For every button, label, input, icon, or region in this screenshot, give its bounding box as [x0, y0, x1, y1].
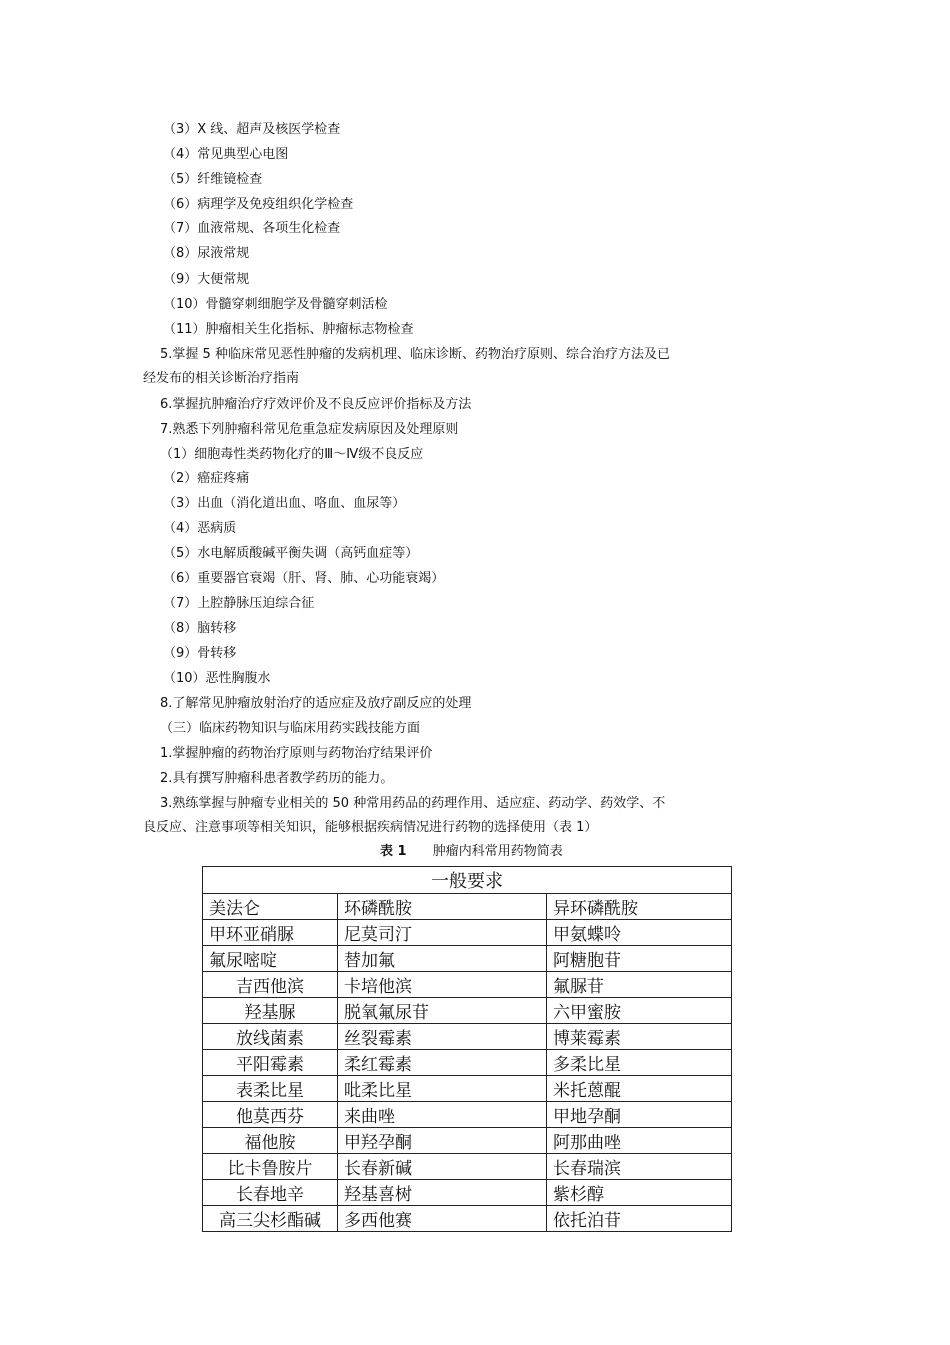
table-cell: 羟基喜树 [338, 1180, 547, 1206]
text-line: （2）癌症疼痛 [163, 471, 250, 486]
text-line: 3.熟练掌握与肿瘤专业相关的 50 种常用药品的药理作用、适应症、药动学、药效学、不 [160, 796, 666, 811]
text-line: 8.了解常见肿瘤放射治疗的适应症及放疗副反应的处理 [160, 696, 472, 711]
table-cell: 卡培他滨 [338, 972, 547, 998]
table-cell: 甲氨蝶呤 [547, 920, 732, 946]
table-row [203, 1128, 732, 1154]
table-cell: 吉西他滨 [203, 972, 338, 998]
text-line: （5）纤维镜检查 [163, 172, 263, 187]
table-row [203, 998, 732, 1024]
table-cell: 多柔比星 [547, 1050, 732, 1076]
table-cell: 长春瑞滨 [547, 1154, 732, 1180]
table-cell: 他莫西芬 [203, 1102, 338, 1128]
text-line: 经发布的相关诊断治疗指南 [143, 371, 300, 386]
table-cell: 比卡鲁胺片 [203, 1154, 338, 1180]
table-cell: 依托泊苷 [547, 1206, 732, 1232]
table-row [203, 1180, 732, 1206]
text-line: （6）重要器官衰竭（肝、肾、肺、心功能衰竭） [163, 571, 445, 586]
table-cell: 阿那曲唑 [547, 1128, 732, 1154]
table-cell: 米托蒽醌 [547, 1076, 732, 1102]
table-header-cell: 一般要求 [203, 867, 732, 894]
table-header-row [203, 867, 732, 894]
table-cell: 氟脲苷 [547, 972, 732, 998]
text-line: 1.掌握肿瘤的药物治疗原则与药物治疗结果评价 [160, 746, 433, 761]
table-cell: 甲环亚硝脲 [203, 920, 338, 946]
text-line: （1）细胞毒性类药物化疗的Ⅲ～Ⅳ级不良反应 [160, 447, 424, 462]
table-row [203, 1024, 732, 1050]
text-line: 6.掌握抗肿瘤治疗疗效评价及不良反应评价指标及方法 [160, 397, 472, 412]
table-body [203, 894, 732, 1232]
table-row [203, 920, 732, 946]
text-line: 5.掌握 5 种临床常见恶性肿瘤的发病机理、临床诊断、药物治疗原则、综合治疗方法及已 [160, 347, 670, 362]
text-line: （3）X 线、超声及核医学检查 [163, 122, 341, 137]
table-cell: 平阳霉素 [203, 1050, 338, 1076]
text-line: 7.熟悉下列肿瘤科常见危重急症发病原因及处理原则 [160, 422, 459, 437]
text-line: （8）脑转移 [163, 621, 237, 636]
table-cell: 表柔比星 [203, 1076, 338, 1102]
table-cell: 六甲蜜胺 [547, 998, 732, 1024]
text-line: 2.具有撰写肿瘤科患者教学药历的能力。 [160, 771, 394, 786]
table-cell: 环磷酰胺 [338, 894, 547, 920]
table-row [203, 946, 732, 972]
text-line: 良反应、注意事项等相关知识，能够根据疾病情况进行药物的选择使用（表 1） [143, 820, 598, 835]
text-line: （10）恶性胸腹水 [163, 671, 271, 686]
table-cell: 来曲唑 [338, 1102, 547, 1128]
table-cell: 羟基脲 [203, 998, 338, 1024]
table-cell: 放线菌素 [203, 1024, 338, 1050]
table-cell: 甲地孕酮 [547, 1102, 732, 1128]
table-cell: 博莱霉素 [547, 1024, 732, 1050]
text-line: （11）肿瘤相关生化指标、肿瘤标志物检查 [163, 322, 414, 337]
text-line: （4）恶病质 [163, 521, 237, 536]
table-row [203, 1102, 732, 1128]
table-caption-title: 肿瘤内科常用药物简表 [432, 844, 563, 859]
table-cell: 福他胺 [203, 1128, 338, 1154]
table-row [203, 894, 732, 920]
text-line: （3）出血（消化道出血、咯血、血尿等） [163, 496, 406, 511]
table-row [203, 972, 732, 998]
table-caption [380, 843, 563, 861]
table-cell: 氟尿嘧啶 [203, 946, 338, 972]
text-line: （10）骨髓穿刺细胞学及骨髓穿刺活检 [163, 297, 388, 312]
table-cell: 多西他赛 [338, 1206, 547, 1232]
table-cell: 甲羟孕酮 [338, 1128, 547, 1154]
table-caption-number: 表 1 [380, 844, 407, 859]
text-line: （9）大便常规 [163, 272, 250, 287]
table-cell: 吡柔比星 [338, 1076, 547, 1102]
text-line: （7）血液常规、各项生化检查 [163, 221, 341, 236]
table-cell: 异环磷酰胺 [547, 894, 732, 920]
text-line: （4）常见典型心电图 [163, 147, 289, 162]
table-cell: 柔红霉素 [338, 1050, 547, 1076]
text-line: （8）尿液常规 [163, 246, 250, 261]
table-cell: 紫杉醇 [547, 1180, 732, 1206]
table-cell: 替加氟 [338, 946, 547, 972]
table-cell: 美法仑 [203, 894, 338, 920]
table-row [203, 1050, 732, 1076]
table-cell: 尼莫司汀 [338, 920, 547, 946]
text-line: （5）水电解质酸碱平衡失调（高钙血症等） [163, 546, 419, 561]
text-line: （6）病理学及免疫组织化学检查 [163, 197, 354, 212]
table-cell: 丝裂霉素 [338, 1024, 547, 1050]
table-row [203, 1154, 732, 1180]
table-row [203, 1206, 732, 1232]
text-line: （三）临床药物知识与临床用药实践技能方面 [160, 721, 421, 736]
text-line: （9）骨转移 [163, 646, 237, 661]
table-cell: 脱氧氟尿苷 [338, 998, 547, 1024]
drug-table [202, 866, 732, 1232]
table-cell: 阿糖胞苷 [547, 946, 732, 972]
table-row [203, 1076, 732, 1102]
text-line: （7）上腔静脉压迫综合征 [163, 596, 315, 611]
table-cell: 高三尖杉酯碱 [203, 1206, 338, 1232]
table-cell: 长春地辛 [203, 1180, 338, 1206]
table-cell: 长春新碱 [338, 1154, 547, 1180]
